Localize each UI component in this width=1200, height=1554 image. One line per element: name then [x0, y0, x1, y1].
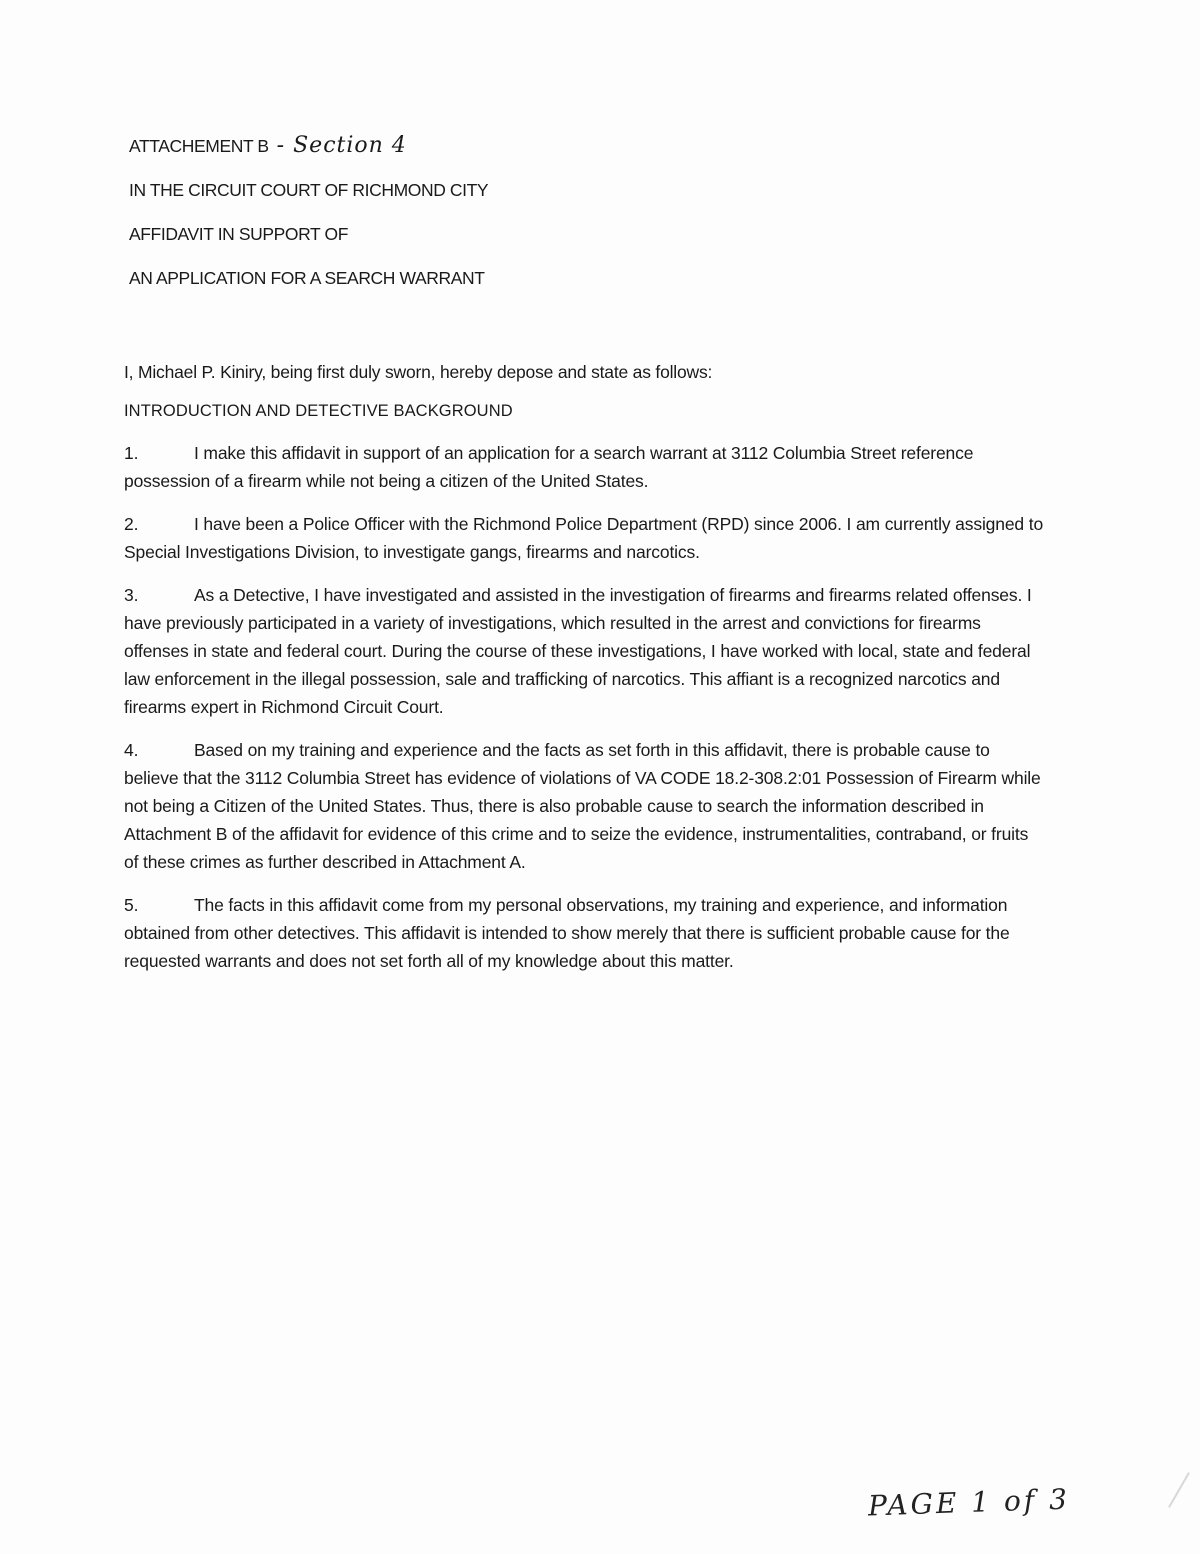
attachment-label: ATTACHEMENT B	[129, 136, 269, 156]
affiant-intro: I, Michael P. Kiniry, being first duly sworn, hereby depose and state as follows:	[124, 362, 713, 382]
affidavit-title-line-2: AN APPLICATION FOR A SEARCH WARRANT	[129, 268, 485, 288]
handwritten-page-number: PAGE 1 of 3	[867, 1482, 1071, 1523]
numbered-paragraph	[124, 891, 1044, 975]
handwritten-section-note: - Section 4	[276, 133, 407, 158]
numbered-paragraph	[124, 510, 1044, 566]
document-header	[129, 134, 829, 310]
attachment-title	[129, 134, 829, 158]
paragraph-number: 5.	[124, 895, 139, 915]
section-heading: INTRODUCTION AND DETECTIVE BACKGROUND	[124, 402, 513, 420]
paragraph-text: As a Detective, I have investigated and assisted in the investigation of firearms and firearms related offenses. I have previously participated in a variety of investigations, which resulted in the arrest and convictions for firearms offenses in state and federal court. During the course of these investigations, I have worked with local, state and federal law enforcement in the illegal possession, sale and trafficking of narcotics. This affiant is a recognized narcotics and firearms expert in Richmond Circuit Court.	[124, 585, 1032, 717]
numbered-paragraph	[124, 439, 1044, 495]
scan-margin-mark	[1168, 1472, 1190, 1508]
paragraph-text: I have been a Police Officer with the Richmond Police Department (RPD) since 2006. I am currently assigned to Special Investigations Division, to investigate gangs, firearms and narcotics.	[124, 514, 1044, 562]
paragraph-text: The facts in this affidavit come from my personal observations, my training and experience, and information obtained from other detectives. This affidavit is intended to show merely that there is sufficient probable cause for the requested warrants and does not set forth all of my knowledge about this matter.	[124, 895, 1010, 971]
paragraph-number: 2.	[124, 514, 139, 534]
affidavit-body	[124, 358, 1044, 990]
paragraph-text: Based on my training and experience and the facts as set forth in this affidavit, there is probable cause to believe that the 3112 Columbia Street has evidence of violations of VA CODE 18.2-308.2:01 Possession of Firearm while not being a Citizen of the United States. Thus, there is also probable cause to search the information described in Attachment B of the affidavit for evidence of this crime and to seize the evidence, instrumentalities, contraband, or fruits of these crimes as further described in Attachment A.	[124, 740, 1041, 872]
paragraph-number: 4.	[124, 740, 139, 760]
numbered-paragraph	[124, 581, 1044, 721]
numbered-paragraph	[124, 736, 1044, 876]
court-name: IN THE CIRCUIT COURT OF RICHMOND CITY	[129, 180, 489, 200]
affidavit-title-line-1: AFFIDAVIT IN SUPPORT OF	[129, 224, 348, 244]
paragraph-number: 3.	[124, 585, 139, 605]
paragraph-text: I make this affidavit in support of an application for a search warrant at 3112 Columbia Street reference possession of a firearm while not being a citizen of the United States.	[124, 443, 974, 491]
paragraph-number: 1.	[124, 443, 139, 463]
